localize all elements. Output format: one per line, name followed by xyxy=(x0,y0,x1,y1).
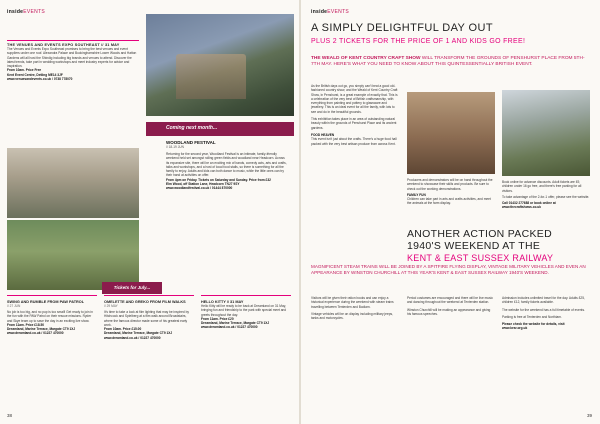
craft-col3-text-b: To take advantage of the 2-for-1 offer, please see the website. xyxy=(502,194,590,199)
pick-details: From 10am. Price £15.00 xyxy=(104,327,142,332)
event-photo-2 xyxy=(7,220,139,290)
craft-col-2 xyxy=(407,178,495,206)
right-page-number: 39 xyxy=(586,413,592,418)
railway-title xyxy=(407,228,553,264)
folio-brand: inside xyxy=(7,9,24,15)
pick-hello-kitty xyxy=(201,295,291,330)
railway-title-line3: KENT & EAST SUSSEX RAILWAY xyxy=(407,253,554,263)
craft-show-photo-grounds xyxy=(502,90,590,176)
woodland-date: // 18-19 JUN xyxy=(166,145,184,149)
woodland-venue: Elm Wood, off Station Lane, Headcorn TN27 9SY xyxy=(166,182,240,187)
right-page xyxy=(301,0,600,424)
woodland-festival-photo xyxy=(146,14,294,116)
event-photo-1 xyxy=(7,148,139,218)
pick-date: // 29 MAY xyxy=(104,304,118,308)
railway-col3-text-c: Parking is free at Tenterden and Northiam. xyxy=(502,314,562,319)
railway-col3-text: Admission includes unlimited travel for the day. Adults £25, children £12, family tickets available. xyxy=(502,296,585,305)
venues-address: Kent Event Centre, Detling ME14 3JF xyxy=(7,72,63,77)
woodland-festival-block xyxy=(166,140,288,191)
pick-web[interactable]: www.dreamland.co.uk / 01227 470000 xyxy=(104,335,161,340)
pick-venue: Dreamland, Marine Terrace, Margate CT9 1XJ xyxy=(7,327,76,332)
pick-details: From 11am. Price £18.50 xyxy=(7,322,45,327)
railway-title-line2: 1940'S WEEKEND AT THE xyxy=(407,240,541,252)
pick-heading: OMELETTE AND GREKO FROM FILM WALKS xyxy=(104,300,186,304)
craft-col1-subhead: FOOD HEAVEN xyxy=(311,132,335,137)
folio-section: EVENTS xyxy=(327,9,350,15)
pick-heading: HELLO KITTY // 31 MAY xyxy=(201,300,244,304)
folio-section: EVENTS xyxy=(23,9,46,15)
craft-show-intro-text: WILL TRANSFORM THE GROUNDS OF PENSHURST PLACE FROM 5TH-7TH MAY. HERE'S WHAT YOU NEED TO KNOW ABOUT THIS QUINTESSENTIALLY BRITISH EVENT. xyxy=(311,56,585,68)
craft-show-intro xyxy=(311,56,591,68)
woodland-heading: WOODLAND FESTIVAL xyxy=(166,140,216,145)
pick-body: Hello Kitty will be ready to be back at Dreamland on 31 May, bringing fun and friendship to the park with special meet and greets throughout the day. xyxy=(201,304,287,317)
craft-col1-text-d: This event isn't just about the crafts. There's a huge food hall packed with the very best artisan produce from across Kent. xyxy=(311,137,397,146)
railway-col2-text: Period costumes are encouraged and there will be live music and dancing throughout the weekend at Tenterden station. xyxy=(407,296,493,305)
railway-title-line1: ANOTHER ACTION PACKED xyxy=(407,228,552,240)
woodland-details: From 4pm on Friday. Tickets on Saturday and Sunday. Price from £32 xyxy=(166,177,271,182)
craft-col2-text-c: Children can take part in arts and crafts activities, and meet the animals at the farm display. xyxy=(407,197,491,206)
railway-col3-web[interactable]: Please check the website for details, visit www.kesr.org.uk xyxy=(502,322,565,331)
railway-col-1 xyxy=(311,296,399,320)
left-page-number: 38 xyxy=(7,413,13,418)
venues-body: The Venues and Events Expo Southeast promises to bring the best venues and event suppliers under one roof. Alexandra Palace and Buckinghamshire Lower Woods and Hatton Gardens will all host the Shindig including big brands and venues to attend. Discover the latest trends, take part in wedding workshops and meet industry experts for advice and inspiration. xyxy=(7,47,137,69)
tickets-banner xyxy=(7,282,294,294)
left-folio xyxy=(7,9,45,15)
divider xyxy=(7,295,97,296)
railway-intro: MAGNIFICENT STEAM TRAINS WILL BE JOINED BY A SPITFIRE FLYING DISPLAY, VINTAGE MILITARY VEHICLES AND EVEN AN APPEARANCE BY WINSTON CHURCHILL AT THIS YEAR'S KENT & EAST SUSSEX RAILWAY 1940'S WEEKEND. xyxy=(311,264,586,275)
railway-col2-text-b: Winston Churchill will be making an appearance and giving his famous speeches. xyxy=(407,307,491,316)
pick-venue: Dreamland, Marine Terrace, Margate CT9 1XJ xyxy=(104,331,173,336)
pick-date: // 27 JUN xyxy=(7,304,21,308)
tickets-label: Tickets for July... xyxy=(102,282,162,294)
railway-col-2 xyxy=(407,296,495,316)
venues-events-block xyxy=(7,40,139,81)
craft-col-3 xyxy=(502,180,590,210)
craft-show-intro-lead: THE WEALD OF KENT COUNTRY CRAFT SHOW xyxy=(311,56,421,61)
craft-col2-subhead: FAMILY FUN xyxy=(407,192,426,197)
folio-brand: inside xyxy=(311,9,328,15)
craft-col3-booking[interactable]: Call 01432 277688 or book online at www.thecraftshows.co.uk xyxy=(502,201,556,210)
craft-col1-text-b: This exhibition takes place in an area of outstanding natural beauty within the grounds of Penshurst Place and its ancient gardens. xyxy=(311,117,397,130)
divider xyxy=(201,295,291,296)
railway-col1-text-b: Vintage vehicles will be on display including military jeeps, tanks and motorcycles. xyxy=(311,311,393,321)
pick-web[interactable]: www.dreamland.co.uk / 01227 470000 xyxy=(7,331,64,336)
pick-venue: Dreamland, Marine Terrace, Margate CT9 1XJ xyxy=(201,321,270,326)
pick-body: No job is too big, and no pup is too small! Get ready to join in the fun with the PAW Patrol on their rescue missions. Ryder and Skye team up to save the day in an exciting live show. xyxy=(7,310,93,323)
left-page xyxy=(0,0,299,424)
woodland-web[interactable]: www.woodlandfestival.co.uk / 01444 870000 xyxy=(166,186,233,191)
craft-col3-text: Book online for advance discounts. Adult tickets are £9, children under 16 go free, and there's free parking for all visitors. xyxy=(502,180,582,193)
right-folio xyxy=(311,9,349,15)
craft-show-photo-stall xyxy=(407,92,495,174)
railway-col-3 xyxy=(502,296,590,331)
venues-web[interactable]: www.venuesandevents.co.uk / 0738 778070 xyxy=(7,77,73,82)
woodland-body: Returning for the second year, Woodland Festival is an intimate, family-friendly weekend held set amongst rolling green fields and woodland near Headcorn. Across its expansive site, there will be an exciting mix of bands, comedy acts, arts and crafts, talks and workshops, and a host of local food stalls, so there is something for all the family to enjoy. Adults and kids can both dance to music, while the little ones can try their hand at activities on offer. xyxy=(166,152,287,178)
pick-heading: SWING AND RUMBLE FROM PAW PATROL xyxy=(7,300,85,304)
craft-col1-text: As the British days out go, you simply can't beat a good old-fashioned country show, and the Weald of Kent Country Craft Show, in Penshurst, is a great example of exactly that. This is a celebration of the very best of British craftsmanship, with everything from painting and pottery to glassware and jewellery. This is an ideal event for all the family, with lots to see and do in the beautiful grounds. xyxy=(311,84,398,114)
pick-paw-patrol xyxy=(7,295,97,336)
craft-col-1 xyxy=(311,84,399,146)
craft-col2-text: Producers and demonstrators will be on hand throughout the weekend to showcase their skills and products. Be sure to check out the working demonstrations. xyxy=(407,178,493,191)
craft-show-subtitle: PLUS 2 TICKETS FOR THE PRICE OF 1 AND KIDS GO FREE! xyxy=(311,38,526,45)
railway-col1-text: Visitors will be given their ration books and can enjoy a historical experience during the weekend with steam trains travelling between Tenterden and Bodiam. xyxy=(311,296,394,309)
venues-heading: THE VENUES AND EVENTS EXPO SOUTHEAST // 31 MAY xyxy=(7,43,120,47)
pick-web[interactable]: www.dreamland.co.uk / 01227 470000 xyxy=(201,325,258,330)
pick-body: It's time to take a look at film lighting that may be inspired by Hitchcock and Spielberg at a film walk around Broadstairs, where the famous director made some of his greatest early work. xyxy=(104,310,189,327)
pick-details: From 11am. Price £20 xyxy=(201,316,234,321)
coming-soon-banner xyxy=(146,122,294,136)
craft-show-title: A SIMPLY DELIGHTFUL DAY OUT xyxy=(311,22,493,34)
coming-soon-label: Coming next month... xyxy=(166,125,218,131)
venues-details: From 10am. Price Free xyxy=(7,68,42,73)
divider xyxy=(104,295,194,296)
railway-col3-text-b: The website for the weekend has a full timetable of events. xyxy=(502,307,585,312)
pick-film-walks xyxy=(104,295,194,340)
divider xyxy=(7,40,139,41)
